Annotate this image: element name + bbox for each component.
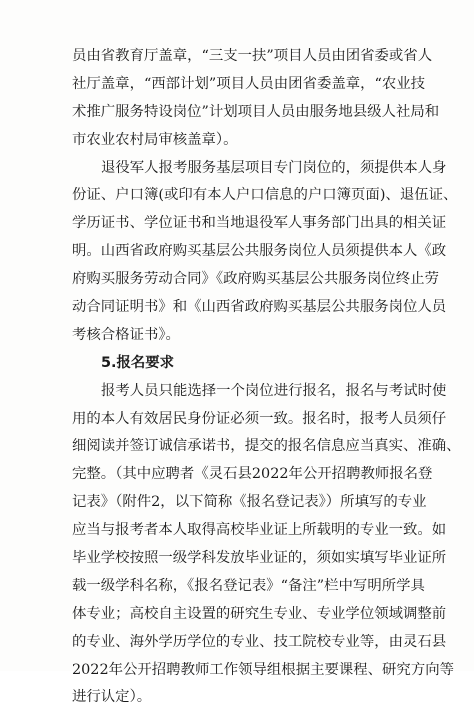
text-line: 的专业、海外学历学位的专业、技工院校专业等，由灵石县 (72, 633, 447, 650)
text-line: 体专业；高校自主设置的研究生专业、专业学位领域调整前 (72, 605, 447, 622)
paragraph-signature-requirements (72, 43, 440, 155)
text-line: 份证、户口簿(或印有本人户口信息的户口簿页面)、退伍证、 (72, 187, 458, 204)
text-line: 术推广服务特设岗位”计划项目人员由服务地县级人社局和 (72, 103, 440, 120)
text-line: 记表》（附件2，以下简称《报名登记表》）所填写的专业 (72, 494, 427, 511)
text-line: 社厅盖章，“西部计划”项目人员由团省委盖章，“农业技 (72, 75, 426, 92)
text-line: 明。山西省政府购买基层公共服务岗位人员须提供本人《政 (72, 243, 447, 260)
text-line: 动合同证明书》和《山西省政府购买基层公共服务岗位人员 (72, 299, 447, 316)
paragraph-registration-requirements (72, 378, 461, 712)
text-line: 进行认定）。 (72, 689, 152, 706)
text-line: 员由省教育厅盖章，“三支一扶”项目人员由团省委或省人 (72, 48, 433, 64)
text-line: 完整。（其中应聘者《灵石县2022年公开招聘教师报名登 (72, 466, 433, 483)
section-heading: 5.报名要求 (101, 354, 175, 371)
text-line: 用的本人有效居民身份证必须一致。报名时，报考人员须仔 (72, 410, 447, 427)
text-line: 市农业农村局审核盖章）。 (72, 131, 238, 148)
text-line: 学历证书、学位证书和当地退役军人事务部门出具的相关证 (72, 215, 447, 232)
text-line: 载一级学科名称，《报名登记表》“备注”栏中写明所学具 (72, 577, 425, 594)
text-line: 考核合格证书》。 (72, 326, 180, 343)
text-line: 应当与报考者本人取得高校毕业证上所载明的专业一致。如 (72, 522, 447, 539)
text-line: 报考人员只能选择一个岗位进行报名，报名与考试时使 (101, 382, 447, 399)
text-line: 毕业学校按照一级学科发放毕业证的，须如实填写毕业证所 (72, 550, 447, 567)
text-line: 2022年公开招聘教师工作领导组根据主要课程、研究方向等 (72, 661, 454, 678)
text-line: 细阅读并签订诚信承诺书，提交的报名信息应当真实、准确、 (72, 438, 461, 455)
document-body (72, 43, 461, 712)
text-line: 府购买服务劳动合同》《政府购买基层公共服务岗位终止劳 (72, 271, 439, 288)
paragraph-veterans (72, 155, 458, 350)
text-line: 退役军人报考服务基层项目专门岗位的，须提供本人身 (101, 159, 447, 176)
